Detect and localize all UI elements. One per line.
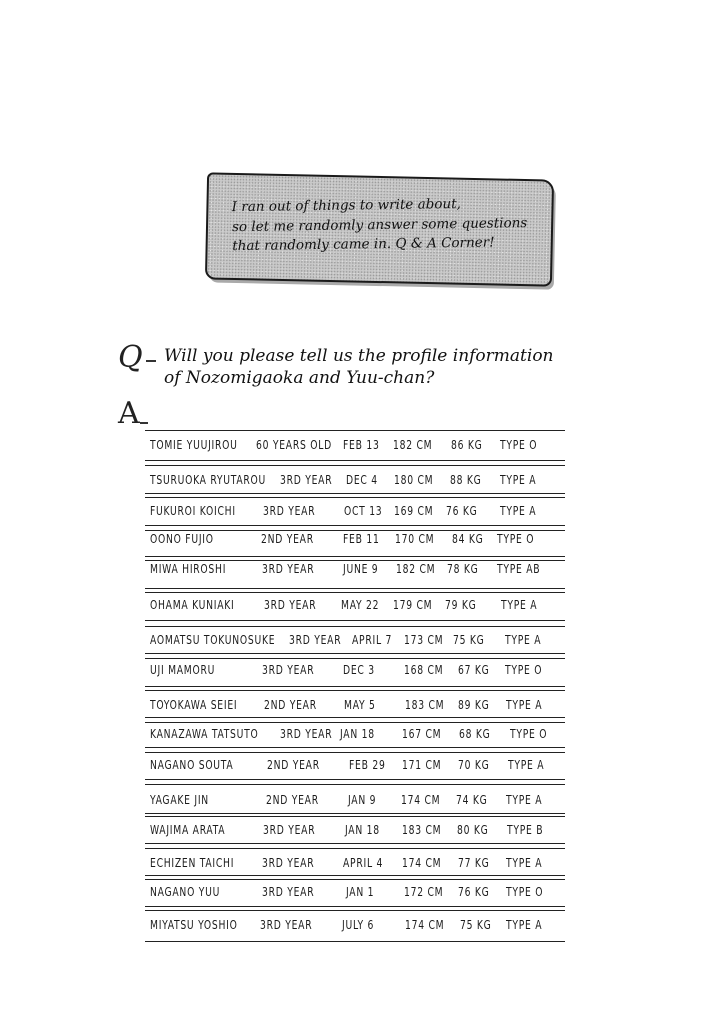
profile-weight: 74 KG [456,792,488,807]
profile-year: 60 YEARS OLD [256,437,332,452]
table-rule [145,460,565,461]
profile-height: 183 CM [405,697,445,712]
profile-year: 3RD YEAR [260,917,313,932]
profile-blood: TYPE A [506,917,543,932]
profile-weight: 75 KG [460,917,492,932]
profile-year: 3RD YEAR [262,662,315,677]
note-text [232,194,543,257]
table-rule [145,941,565,942]
profile-height: 171 CM [402,757,442,772]
profile-name: MIWA HIROSHI [150,561,227,576]
profile-blood: TYPE A [501,597,538,612]
profile-birthday: JAN 18 [340,726,375,741]
table-rule [145,747,565,748]
profile-blood: TYPE A [500,503,537,518]
profile-row [0,531,727,551]
profile-blood: TYPE O [506,884,544,899]
profile-height: 179 CM [393,597,433,612]
profile-birthday: JAN 1 [346,884,375,899]
profile-year: 3RD YEAR [280,726,333,741]
question-dash [146,360,156,362]
profile-name: NAGANO YUU [150,884,221,899]
profile-height: 182 CM [393,437,433,452]
profile-birthday: FEB 11 [343,531,380,546]
profile-weight: 88 KG [450,472,482,487]
profile-row [0,472,727,492]
profile-birthday: DEC 4 [346,472,378,487]
table-rule [145,620,565,621]
profile-height: 182 CM [396,561,436,576]
profile-height: 173 CM [404,632,444,647]
table-rule [145,626,565,627]
profile-row [0,697,727,717]
profile-name: FUKUROI KOICHI [150,503,236,518]
table-rule [145,588,565,589]
profile-name: OHAMA KUNIAKI [150,597,235,612]
profile-name: WAJIMA ARATA [150,822,226,837]
profile-year: 3RD YEAR [262,855,315,870]
profile-birthday: JUNE 9 [343,561,379,576]
profile-year: 2ND YEAR [267,757,320,772]
answer-dash [140,422,148,424]
profile-birthday: MAY 22 [341,597,380,612]
profile-name: UJI MAMORU [150,662,216,677]
profile-birthday: OCT 13 [344,503,383,518]
note-line: that randomly came in. Q & A Corner! [232,234,495,255]
profile-blood: TYPE A [508,757,545,772]
table-rule [145,430,565,431]
profile-birthday: APRIL 4 [343,855,384,870]
profile-row [0,884,727,904]
table-rule [145,784,565,785]
table-rule [145,686,565,687]
profile-height: 174 CM [402,855,442,870]
profile-height: 174 CM [401,792,441,807]
question-line: Will you please tell us the profile information [164,346,554,366]
profile-birthday: DEC 3 [343,662,375,677]
profile-name: ECHIZEN TAICHI [150,855,235,870]
profile-year: 2ND YEAR [261,531,314,546]
profile-name: TSURUOKA RYUTAROU [150,472,266,487]
table-rule [145,906,565,907]
profile-height: 169 CM [394,503,434,518]
profile-birthday: FEB 29 [349,757,386,772]
profile-weight: 70 KG [458,757,490,772]
table-rule [145,658,565,659]
profile-blood: TYPE A [506,792,543,807]
profile-year: 3RD YEAR [262,884,315,899]
profile-blood: TYPE A [500,472,537,487]
profile-weight: 75 KG [453,632,485,647]
profile-row [0,726,727,746]
profile-blood: TYPE O [510,726,548,741]
profile-weight: 89 KG [458,697,490,712]
profile-birthday: APRIL 7 [352,632,393,647]
table-rule [145,717,565,718]
profile-year: 3RD YEAR [263,503,316,518]
profile-birthday: JAN 9 [348,792,377,807]
profile-year: 3RD YEAR [289,632,342,647]
profile-height: 168 CM [404,662,444,677]
profile-row [0,597,727,617]
table-rule [145,497,565,498]
profile-birthday: JULY 6 [342,917,375,932]
profile-name: NAGANO SOUTA [150,757,234,772]
profile-blood: TYPE A [506,697,543,712]
profile-weight: 67 KG [458,662,490,677]
table-rule [145,910,565,911]
profile-row [0,503,727,523]
profile-blood: TYPE A [505,632,542,647]
profile-row [0,855,727,875]
profile-name: KANAZAWA TATSUTO [150,726,259,741]
profile-weight: 78 KG [447,561,479,576]
profile-year: 3RD YEAR [262,561,315,576]
profile-height: 174 CM [405,917,445,932]
profile-blood: TYPE AB [497,561,541,576]
profile-weight: 68 KG [459,726,491,741]
table-rule [145,653,565,654]
profile-height: 170 CM [395,531,435,546]
table-rule [145,816,565,817]
table-rule [145,879,565,880]
profile-row [0,792,727,812]
question-label: Q [118,340,143,375]
profile-year: 3RD YEAR [264,597,317,612]
profile-weight: 84 KG [452,531,484,546]
profile-name: MIYATSU YOSHIO [150,917,238,932]
profile-weight: 77 KG [458,855,490,870]
question-text [164,345,554,389]
profile-row [0,757,727,777]
profile-birthday: JAN 18 [345,822,380,837]
profile-year: 3RD YEAR [280,472,333,487]
profile-row [0,437,727,457]
profile-name: YAGAKE JIN [150,792,209,807]
table-rule [145,813,565,814]
profile-height: 172 CM [404,884,444,899]
table-rule [145,843,565,844]
profile-blood: TYPE B [507,822,544,837]
profile-birthday: FEB 13 [343,437,380,452]
profile-row [0,822,727,842]
question-line: of Nozomigaoka and Yuu-chan? [164,368,435,388]
table-rule [145,525,565,526]
note-line: I ran out of things to write about, [231,195,461,216]
profile-row [0,917,727,937]
profile-blood: TYPE O [505,662,543,677]
profile-weight: 80 KG [457,822,489,837]
table-rule [145,530,565,531]
profile-weight: 76 KG [446,503,478,518]
note-line: so let me randomly answer some questions [231,214,528,235]
profile-row [0,632,727,652]
table-rule [145,875,565,876]
table-rule [145,592,565,593]
table-rule [145,560,565,561]
answer-label: A [118,396,140,431]
table-rule [145,690,565,691]
profile-weight: 79 KG [445,597,477,612]
profile-birthday: MAY 5 [344,697,376,712]
profile-row [0,662,727,682]
profile-blood: TYPE O [500,437,538,452]
table-rule [145,493,565,494]
profile-year: 2ND YEAR [264,697,317,712]
profile-weight: 76 KG [458,884,490,899]
profile-blood: TYPE A [506,855,543,870]
profile-name: TOMIE YUUJIROU [150,437,238,452]
profile-year: 3RD YEAR [263,822,316,837]
table-rule [145,752,565,753]
table-rule [145,556,565,557]
table-rule [145,779,565,780]
profile-weight: 86 KG [451,437,483,452]
profile-height: 167 CM [402,726,442,741]
profile-name: TOYOKAWA SEIEI [150,697,238,712]
profile-height: 183 CM [402,822,442,837]
profile-height: 180 CM [394,472,434,487]
table-rule [145,848,565,849]
profile-blood: TYPE O [497,531,535,546]
profile-name: OONO FUJIO [150,531,214,546]
table-rule [145,465,565,466]
table-rule [145,722,565,723]
profile-name: AOMATSU TOKUNOSUKE [150,632,276,647]
profile-row [0,561,727,581]
profile-year: 2ND YEAR [266,792,319,807]
